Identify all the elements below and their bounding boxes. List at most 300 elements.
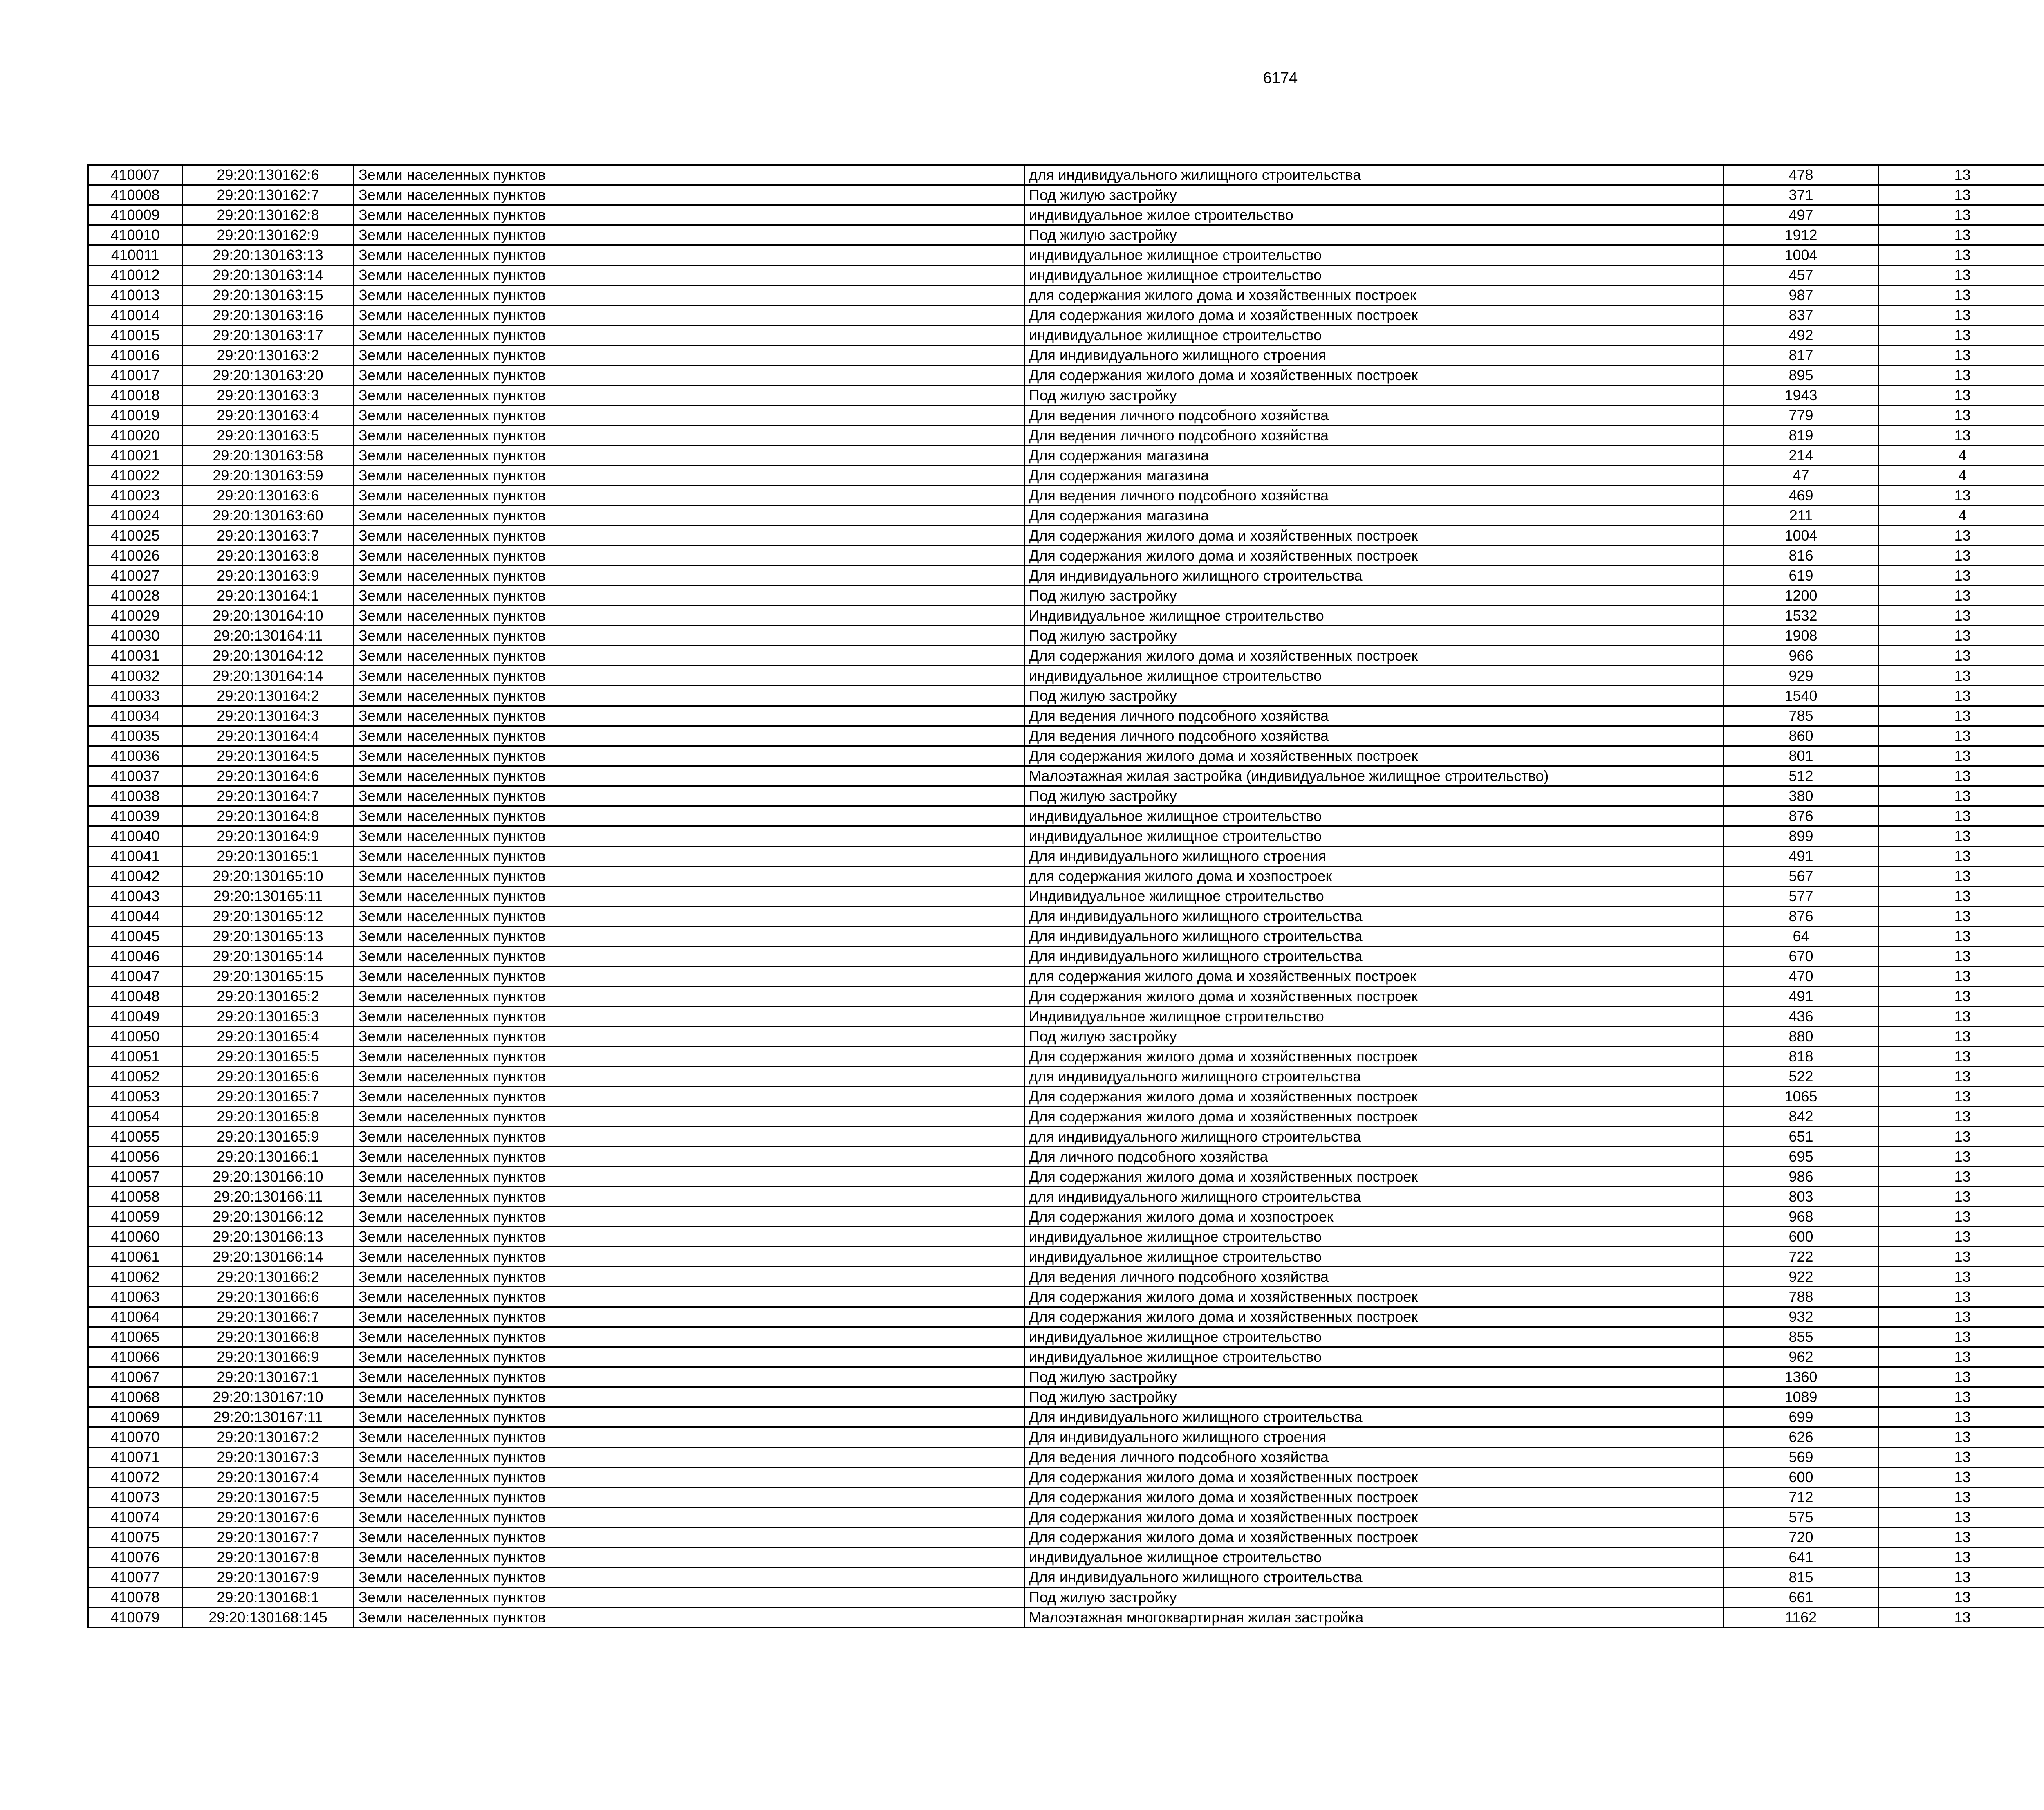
area-cell: 929 (1724, 666, 1879, 686)
area-cell: 470 (1724, 967, 1879, 987)
cadastral-number-cell: 29:20:130162:6 (182, 165, 354, 185)
permitted-use-cell: Для содержания жилого дома и хозяйственных построек (1024, 646, 1724, 666)
permitted-use-cell: Для индивидуального жилищного строительства (1024, 926, 1724, 946)
cadastral-number-cell: 29:20:130165:7 (182, 1087, 354, 1107)
group-code-cell: 13 (1879, 926, 2044, 946)
table-row (88, 305, 2044, 325)
cadastral-number-cell: 29:20:130163:4 (182, 406, 354, 426)
area-cell: 695 (1724, 1147, 1879, 1167)
land-category-cell: Земли населенных пунктов (354, 1147, 1024, 1167)
cadastral-number-cell: 29:20:130163:58 (182, 446, 354, 466)
cadastral-number-cell: 29:20:130168:145 (182, 1608, 354, 1628)
area-cell: 64 (1724, 926, 1879, 946)
row-number-cell: 410067 (88, 1367, 182, 1387)
row-number-cell: 410079 (88, 1608, 182, 1628)
table-row (88, 1167, 2044, 1187)
cadastral-number-cell: 29:20:130167:6 (182, 1507, 354, 1527)
row-number-cell: 410062 (88, 1267, 182, 1287)
permitted-use-cell: Для ведения личного подсобного хозяйства (1024, 726, 1724, 746)
group-code-cell: 13 (1879, 486, 2044, 506)
area-cell: 962 (1724, 1347, 1879, 1367)
land-category-cell: Земли населенных пунктов (354, 1367, 1024, 1387)
table-row (88, 906, 2044, 926)
cadastral-number-cell: 29:20:130166:9 (182, 1347, 354, 1367)
group-code-cell: 13 (1879, 386, 2044, 406)
area-cell: 801 (1724, 746, 1879, 766)
cadastral-number-cell: 29:20:130163:17 (182, 325, 354, 345)
area-cell: 895 (1724, 366, 1879, 386)
table-row (88, 946, 2044, 967)
land-category-cell: Земли населенных пунктов (354, 1548, 1024, 1568)
cadastral-number-cell: 29:20:130164:10 (182, 606, 354, 626)
area-cell: 712 (1724, 1487, 1879, 1507)
land-category-cell: Земли населенных пунктов (354, 826, 1024, 846)
group-code-cell: 13 (1879, 1427, 2044, 1447)
land-category-cell: Земли населенных пунктов (354, 746, 1024, 766)
table-row (88, 926, 2044, 946)
table-row (88, 225, 2044, 245)
group-code-cell: 13 (1879, 646, 2044, 666)
permitted-use-cell: индивидуальное жилищное строительство (1024, 806, 1724, 826)
table-row (88, 1507, 2044, 1527)
land-category-cell: Земли населенных пунктов (354, 526, 1024, 546)
row-number-cell: 410072 (88, 1467, 182, 1487)
table-row (88, 866, 2044, 886)
area-cell: 788 (1724, 1287, 1879, 1307)
table-row (88, 967, 2044, 987)
area-cell: 600 (1724, 1227, 1879, 1247)
cadastral-number-cell: 29:20:130163:7 (182, 526, 354, 546)
area-cell: 1004 (1724, 245, 1879, 265)
table-row (88, 366, 2044, 386)
group-code-cell: 13 (1879, 426, 2044, 446)
row-number-cell: 410007 (88, 165, 182, 185)
group-code-cell: 13 (1879, 786, 2044, 806)
group-code-cell: 13 (1879, 1207, 2044, 1227)
land-category-cell: Земли населенных пунктов (354, 225, 1024, 245)
cadastral-number-cell: 29:20:130163:9 (182, 566, 354, 586)
cadastral-number-cell: 29:20:130167:1 (182, 1367, 354, 1387)
table-row (88, 566, 2044, 586)
land-category-cell: Земли населенных пунктов (354, 626, 1024, 646)
permitted-use-cell: Малоэтажная многоквартирная жилая застройка (1024, 1608, 1724, 1628)
land-category-cell: Земли населенных пунктов (354, 366, 1024, 386)
permitted-use-cell: Для содержания жилого дома и хозяйственных построек (1024, 1107, 1724, 1127)
permitted-use-cell: Под жилую застройку (1024, 1367, 1724, 1387)
table-row (88, 185, 2044, 205)
group-code-cell: 13 (1879, 1588, 2044, 1608)
permitted-use-cell: Под жилую застройку (1024, 1027, 1724, 1047)
row-number-cell: 410061 (88, 1247, 182, 1267)
row-number-cell: 410075 (88, 1527, 182, 1548)
cadastral-number-cell: 29:20:130165:4 (182, 1027, 354, 1047)
land-category-cell: Земли населенных пунктов (354, 245, 1024, 265)
land-category-cell: Земли населенных пунктов (354, 606, 1024, 626)
area-cell: 803 (1724, 1187, 1879, 1207)
land-category-cell: Земли населенных пунктов (354, 1127, 1024, 1147)
area-cell: 436 (1724, 1007, 1879, 1027)
area-cell: 577 (1724, 886, 1879, 906)
permitted-use-cell: Для содержания магазина (1024, 506, 1724, 526)
cadastral-number-cell: 29:20:130167:5 (182, 1487, 354, 1507)
group-code-cell: 13 (1879, 526, 2044, 546)
permitted-use-cell: Для содержания жилого дома и хозяйственных построек (1024, 987, 1724, 1007)
permitted-use-cell: для индивидуального жилищного строительства (1024, 1187, 1724, 1207)
group-code-cell: 13 (1879, 1027, 2044, 1047)
area-cell: 932 (1724, 1307, 1879, 1327)
row-number-cell: 410048 (88, 987, 182, 1007)
cadastral-number-cell: 29:20:130165:1 (182, 846, 354, 866)
permitted-use-cell: индивидуальное жилищное строительство (1024, 265, 1724, 285)
table-row (88, 886, 2044, 906)
table-row (88, 325, 2044, 345)
row-number-cell: 410010 (88, 225, 182, 245)
group-code-cell: 13 (1879, 766, 2044, 786)
table-row (88, 1548, 2044, 1568)
area-cell: 457 (1724, 265, 1879, 285)
cadastral-number-cell: 29:20:130164:9 (182, 826, 354, 846)
land-category-cell: Земли населенных пунктов (354, 205, 1024, 225)
land-category-cell: Земли населенных пунктов (354, 706, 1024, 726)
row-number-cell: 410070 (88, 1427, 182, 1447)
area-cell: 880 (1724, 1027, 1879, 1047)
area-cell: 214 (1724, 446, 1879, 466)
area-cell: 1004 (1724, 526, 1879, 546)
cadastral-number-cell: 29:20:130164:3 (182, 706, 354, 726)
cadastral-number-cell: 29:20:130164:5 (182, 746, 354, 766)
area-cell: 619 (1724, 566, 1879, 586)
land-category-cell: Земли населенных пунктов (354, 1427, 1024, 1447)
area-cell: 1908 (1724, 626, 1879, 646)
group-code-cell: 13 (1879, 626, 2044, 646)
row-number-cell: 410046 (88, 946, 182, 967)
table-row (88, 746, 2044, 766)
land-category-cell: Земли населенных пунктов (354, 1407, 1024, 1427)
row-number-cell: 410043 (88, 886, 182, 906)
table-row (88, 1067, 2044, 1087)
cadastral-number-cell: 29:20:130166:10 (182, 1167, 354, 1187)
area-cell: 575 (1724, 1507, 1879, 1527)
cadastral-number-cell: 29:20:130163:3 (182, 386, 354, 406)
land-category-cell: Земли населенных пунктов (354, 546, 1024, 566)
land-category-cell: Земли населенных пунктов (354, 987, 1024, 1007)
row-number-cell: 410034 (88, 706, 182, 726)
row-number-cell: 410069 (88, 1407, 182, 1427)
row-number-cell: 410057 (88, 1167, 182, 1187)
permitted-use-cell: для индивидуального жилищного строительства (1024, 165, 1724, 185)
table-row (88, 546, 2044, 566)
permitted-use-cell: Под жилую застройку (1024, 586, 1724, 606)
table-row (88, 1027, 2044, 1047)
group-code-cell: 13 (1879, 606, 2044, 626)
land-category-cell: Земли населенных пунктов (354, 426, 1024, 446)
area-cell: 1065 (1724, 1087, 1879, 1107)
table-row (88, 205, 2044, 225)
group-code-cell: 13 (1879, 1327, 2044, 1347)
group-code-cell: 13 (1879, 806, 2044, 826)
row-number-cell: 410060 (88, 1227, 182, 1247)
land-category-cell: Земли населенных пунктов (354, 1527, 1024, 1548)
permitted-use-cell: индивидуальное жилищное строительство (1024, 325, 1724, 345)
row-number-cell: 410076 (88, 1548, 182, 1568)
land-category-cell: Земли населенных пунктов (354, 1247, 1024, 1267)
land-category-cell: Земли населенных пунктов (354, 1507, 1024, 1527)
permitted-use-cell: Для личного подсобного хозяйства (1024, 1147, 1724, 1167)
table-row (88, 1207, 2044, 1227)
cadastral-number-cell: 29:20:130163:15 (182, 285, 354, 305)
table-row (88, 446, 2044, 466)
cadastral-number-cell: 29:20:130167:8 (182, 1548, 354, 1568)
area-cell: 670 (1724, 946, 1879, 967)
permitted-use-cell: Для содержания жилого дома и хозяйственных построек (1024, 366, 1724, 386)
land-category-cell: Земли населенных пунктов (354, 967, 1024, 987)
group-code-cell: 13 (1879, 245, 2044, 265)
permitted-use-cell: Для содержания жилого дома и хозяйственных построек (1024, 1507, 1724, 1527)
cadastral-number-cell: 29:20:130167:10 (182, 1387, 354, 1407)
permitted-use-cell: Для содержания жилого дома и хозяйственных построек (1024, 1087, 1724, 1107)
row-number-cell: 410038 (88, 786, 182, 806)
group-code-cell: 13 (1879, 1227, 2044, 1247)
group-code-cell: 4 (1879, 446, 2044, 466)
land-category-cell: Земли населенных пунктов (354, 906, 1024, 926)
row-number-cell: 410058 (88, 1187, 182, 1207)
page-number: 6174 (1263, 70, 1298, 87)
area-cell: 512 (1724, 766, 1879, 786)
table-row (88, 406, 2044, 426)
cadastral-number-cell: 29:20:130165:12 (182, 906, 354, 926)
cadastral-number-cell: 29:20:130162:7 (182, 185, 354, 205)
permitted-use-cell: для содержания жилого дома и хозпостроек (1024, 866, 1724, 886)
land-category-cell: Земли населенных пунктов (354, 1347, 1024, 1367)
land-category-cell: Земли населенных пунктов (354, 786, 1024, 806)
cadastral-number-cell: 29:20:130164:2 (182, 686, 354, 706)
permitted-use-cell: Для индивидуального жилищного строения (1024, 846, 1724, 866)
land-category-cell: Земли населенных пунктов (354, 566, 1024, 586)
row-number-cell: 410020 (88, 426, 182, 446)
cadastral-number-cell: 29:20:130163:59 (182, 466, 354, 486)
row-number-cell: 410065 (88, 1327, 182, 1347)
table-row (88, 1427, 2044, 1447)
row-number-cell: 410024 (88, 506, 182, 526)
permitted-use-cell: Для содержания жилого дома и хозяйственных построек (1024, 1487, 1724, 1507)
row-number-cell: 410029 (88, 606, 182, 626)
land-category-cell: Земли населенных пунктов (354, 846, 1024, 866)
area-cell: 966 (1724, 646, 1879, 666)
group-code-cell: 13 (1879, 1167, 2044, 1187)
group-code-cell: 13 (1879, 1107, 2044, 1127)
table-row (88, 1187, 2044, 1207)
land-register-table (87, 164, 2044, 1628)
permitted-use-cell: Под жилую застройку (1024, 626, 1724, 646)
table-row (88, 1467, 2044, 1487)
table-row (88, 245, 2044, 265)
permitted-use-cell: индивидуальное жилищное строительство (1024, 1327, 1724, 1347)
group-code-cell: 13 (1879, 1407, 2044, 1427)
group-code-cell: 13 (1879, 366, 2044, 386)
cadastral-number-cell: 29:20:130164:7 (182, 786, 354, 806)
group-code-cell: 13 (1879, 546, 2044, 566)
area-cell: 699 (1724, 1407, 1879, 1427)
group-code-cell: 13 (1879, 886, 2044, 906)
permitted-use-cell: индивидуальное жилое строительство (1024, 205, 1724, 225)
permitted-use-cell: Для содержания жилого дома и хозяйственных построек (1024, 546, 1724, 566)
row-number-cell: 410036 (88, 746, 182, 766)
land-category-cell: Земли населенных пунктов (354, 1267, 1024, 1287)
cadastral-number-cell: 29:20:130167:9 (182, 1568, 354, 1588)
row-number-cell: 410041 (88, 846, 182, 866)
row-number-cell: 410055 (88, 1127, 182, 1147)
group-code-cell: 13 (1879, 566, 2044, 586)
area-cell: 968 (1724, 1207, 1879, 1227)
permitted-use-cell: Для содержания магазина (1024, 466, 1724, 486)
cadastral-number-cell: 29:20:130166:2 (182, 1267, 354, 1287)
cadastral-number-cell: 29:20:130166:8 (182, 1327, 354, 1347)
land-category-cell: Земли населенных пунктов (354, 1588, 1024, 1608)
area-cell: 842 (1724, 1107, 1879, 1127)
group-code-cell: 13 (1879, 325, 2044, 345)
group-code-cell: 13 (1879, 1127, 2044, 1147)
cadastral-number-cell: 29:20:130163:14 (182, 265, 354, 285)
permitted-use-cell: Под жилую застройку (1024, 225, 1724, 245)
table-row (88, 786, 2044, 806)
land-category-cell: Земли населенных пунктов (354, 926, 1024, 946)
land-category-cell: Земли населенных пунктов (354, 1087, 1024, 1107)
permitted-use-cell: Под жилую застройку (1024, 386, 1724, 406)
area-cell: 569 (1724, 1447, 1879, 1467)
group-code-cell: 13 (1879, 1047, 2044, 1067)
area-cell: 651 (1724, 1127, 1879, 1147)
group-code-cell: 4 (1879, 506, 2044, 526)
group-code-cell: 13 (1879, 586, 2044, 606)
row-number-cell: 410015 (88, 325, 182, 345)
permitted-use-cell: Для ведения личного подсобного хозяйства (1024, 486, 1724, 506)
cadastral-number-cell: 29:20:130165:13 (182, 926, 354, 946)
table-row (88, 987, 2044, 1007)
area-cell: 819 (1724, 426, 1879, 446)
table-row (88, 486, 2044, 506)
cadastral-number-cell: 29:20:130162:8 (182, 205, 354, 225)
cadastral-number-cell: 29:20:130165:15 (182, 967, 354, 987)
area-cell: 491 (1724, 987, 1879, 1007)
land-category-cell: Земли населенных пунктов (354, 1187, 1024, 1207)
land-category-cell: Земли населенных пунктов (354, 446, 1024, 466)
area-cell: 816 (1724, 546, 1879, 566)
land-category-cell: Земли населенных пунктов (354, 386, 1024, 406)
table-row (88, 626, 2044, 646)
area-cell: 1943 (1724, 386, 1879, 406)
area-cell: 817 (1724, 345, 1879, 366)
table-row (88, 846, 2044, 866)
land-category-cell: Земли населенных пунктов (354, 1167, 1024, 1187)
area-cell: 779 (1724, 406, 1879, 426)
cadastral-number-cell: 29:20:130165:6 (182, 1067, 354, 1087)
table-row (88, 466, 2044, 486)
permitted-use-cell: Для индивидуального жилищного строения (1024, 1427, 1724, 1447)
cadastral-number-cell: 29:20:130165:9 (182, 1127, 354, 1147)
area-cell: 855 (1724, 1327, 1879, 1347)
area-cell: 641 (1724, 1548, 1879, 1568)
permitted-use-cell: Для индивидуального жилищного строения (1024, 345, 1724, 366)
land-category-cell: Земли населенных пунктов (354, 1447, 1024, 1467)
group-code-cell: 13 (1879, 1007, 2044, 1027)
area-cell: 1089 (1724, 1387, 1879, 1407)
area-cell: 371 (1724, 185, 1879, 205)
land-category-cell: Земли населенных пунктов (354, 185, 1024, 205)
group-code-cell: 13 (1879, 1568, 2044, 1588)
land-category-cell: Земли населенных пунктов (354, 666, 1024, 686)
cadastral-number-cell: 29:20:130165:10 (182, 866, 354, 886)
group-code-cell: 13 (1879, 165, 2044, 185)
land-category-cell: Земли населенных пунктов (354, 1207, 1024, 1227)
area-cell: 986 (1724, 1167, 1879, 1187)
cadastral-number-cell: 29:20:130166:12 (182, 1207, 354, 1227)
group-code-cell: 13 (1879, 1347, 2044, 1367)
row-number-cell: 410056 (88, 1147, 182, 1167)
area-cell: 1540 (1724, 686, 1879, 706)
table-row (88, 426, 2044, 446)
group-code-cell: 13 (1879, 185, 2044, 205)
land-category-cell: Земли населенных пунктов (354, 1287, 1024, 1307)
row-number-cell: 410039 (88, 806, 182, 826)
group-code-cell: 13 (1879, 987, 2044, 1007)
table-row (88, 606, 2044, 626)
area-cell: 567 (1724, 866, 1879, 886)
permitted-use-cell: для индивидуального жилищного строительства (1024, 1067, 1724, 1087)
cadastral-number-cell: 29:20:130165:14 (182, 946, 354, 967)
area-cell: 469 (1724, 486, 1879, 506)
row-number-cell: 410013 (88, 285, 182, 305)
row-number-cell: 410054 (88, 1107, 182, 1127)
table-row (88, 1107, 2044, 1127)
permitted-use-cell: для содержания жилого дома и хозяйственных построек (1024, 967, 1724, 987)
land-category-cell: Земли населенных пунктов (354, 766, 1024, 786)
table-row (88, 386, 2044, 406)
row-number-cell: 410022 (88, 466, 182, 486)
land-category-cell: Земли населенных пунктов (354, 806, 1024, 826)
table-row (88, 586, 2044, 606)
land-category-cell: Земли населенных пунктов (354, 1067, 1024, 1087)
row-number-cell: 410047 (88, 967, 182, 987)
cadastral-number-cell: 29:20:130164:6 (182, 766, 354, 786)
group-code-cell: 13 (1879, 967, 2044, 987)
permitted-use-cell: Для содержания жилого дома и хозяйственных построек (1024, 746, 1724, 766)
area-cell: 876 (1724, 806, 1879, 826)
cadastral-number-cell: 29:20:130163:2 (182, 345, 354, 366)
land-category-cell: Земли населенных пунктов (354, 165, 1024, 185)
land-category-cell: Земли населенных пунктов (354, 1227, 1024, 1247)
group-code-cell: 13 (1879, 1087, 2044, 1107)
land-category-cell: Земли населенных пунктов (354, 486, 1024, 506)
cadastral-number-cell: 29:20:130167:11 (182, 1407, 354, 1427)
land-category-cell: Земли населенных пунктов (354, 1047, 1024, 1067)
permitted-use-cell: Под жилую застройку (1024, 1387, 1724, 1407)
land-category-cell: Земли населенных пунктов (354, 1467, 1024, 1487)
permitted-use-cell: индивидуальное жилищное строительство (1024, 1247, 1724, 1267)
row-number-cell: 410017 (88, 366, 182, 386)
group-code-cell: 13 (1879, 1608, 2044, 1628)
table-row (88, 1387, 2044, 1407)
row-number-cell: 410045 (88, 926, 182, 946)
row-number-cell: 410068 (88, 1387, 182, 1407)
land-category-cell: Земли населенных пунктов (354, 646, 1024, 666)
row-number-cell: 410028 (88, 586, 182, 606)
land-category-cell: Земли населенных пунктов (354, 586, 1024, 606)
land-category-cell: Земли населенных пунктов (354, 1027, 1024, 1047)
cadastral-number-cell: 29:20:130168:1 (182, 1588, 354, 1608)
table-row (88, 345, 2044, 366)
area-cell: 661 (1724, 1588, 1879, 1608)
land-category-cell: Земли населенных пунктов (354, 1387, 1024, 1407)
